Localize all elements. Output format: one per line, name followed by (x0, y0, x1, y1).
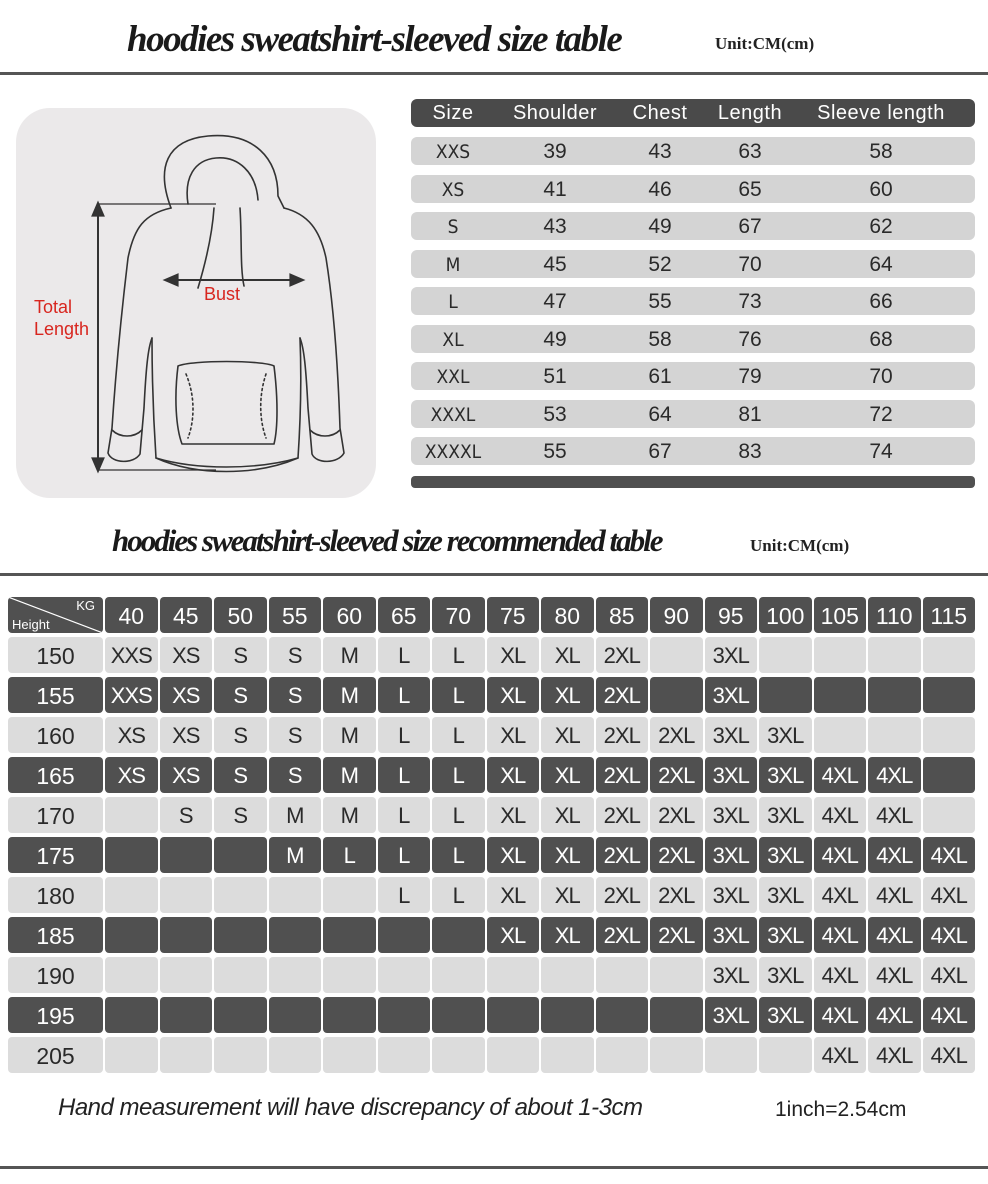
measurement-value: 66 (869, 290, 893, 313)
recommended-size-cell: XS (105, 717, 158, 753)
measurement-value: 41 (543, 177, 567, 201)
recommended-size-cell (105, 837, 158, 873)
recommended-size-cell: L (378, 677, 431, 713)
recommended-size-cell (868, 717, 921, 753)
measurement-note: Hand measurement will have discrepancy of about 1-3cm (58, 1094, 643, 1121)
recommended-size-cell (596, 1037, 649, 1073)
weight-header-cell: 85 (596, 597, 649, 633)
corner-kg-label: KG (76, 598, 95, 613)
size-row (411, 212, 975, 240)
measurement-value: 64 (648, 402, 672, 426)
height-label-cell: 170 (8, 797, 103, 833)
recommended-size-cell: 2XL (596, 877, 649, 913)
size-label: XXXL (430, 403, 476, 426)
recommended-size-cell: XXS (105, 637, 158, 673)
weight-header-cell: 50 (214, 597, 267, 633)
height-label-cell: 205 (8, 1037, 103, 1073)
recommended-size-cell: L (378, 797, 431, 833)
bust-label: Bust (204, 284, 241, 304)
recommended-table-unit: Unit:CM(cm) (750, 536, 850, 555)
recommended-size-cell (105, 917, 158, 953)
recommended-size-cell: M (269, 797, 322, 833)
recommended-size-cell: 2XL (596, 677, 649, 713)
measurement-value: 61 (648, 365, 672, 388)
size-row (411, 250, 975, 278)
recommended-size-cell (323, 997, 376, 1033)
recommended-size-cell: L (432, 757, 485, 793)
recommended-size-cell: L (432, 797, 485, 833)
recommended-size-cell (923, 677, 976, 713)
measurement-value: 70 (738, 252, 762, 276)
measurement-value: 43 (543, 215, 567, 238)
recommended-size-cell (596, 997, 649, 1033)
recommended-size-cell (487, 957, 540, 993)
recommended-size-cell: XS (160, 717, 213, 753)
recommended-size-cell (923, 757, 976, 793)
measurement-value: 45 (543, 252, 567, 276)
recommended-size-cell (105, 797, 158, 833)
size-table-footer-bar (411, 476, 975, 488)
measurement-value: 83 (738, 440, 762, 463)
recommended-size-cell (269, 917, 322, 953)
recommended-size-cell: 4XL (868, 957, 921, 993)
size-table-unit: Unit:CM(cm) (715, 34, 815, 53)
recommended-size-cell: L (378, 717, 431, 753)
col-sleeve-length: Sleeve length (817, 102, 945, 124)
recommended-size-cell: 4XL (868, 1037, 921, 1073)
measurement-value: 49 (543, 327, 567, 351)
measurement-value: 52 (648, 252, 672, 276)
recommended-size-cell: S (269, 717, 322, 753)
recommended-size-cell (105, 1037, 158, 1073)
measurement-value: 70 (869, 365, 893, 388)
recommended-size-cell: 3XL (759, 717, 812, 753)
weight-header-cell: 80 (541, 597, 594, 633)
recommended-size-cell: L (432, 717, 485, 753)
weight-header-cell: 55 (269, 597, 322, 633)
measurement-value: 76 (738, 327, 762, 351)
weight-header-cell: 40 (105, 597, 158, 633)
measurement-value: 62 (869, 215, 893, 238)
recommended-size-cell: 4XL (923, 997, 976, 1033)
recommended-size-cell: S (269, 677, 322, 713)
corner-height-label: Height (12, 617, 50, 632)
recommended-size-cell: XL (541, 757, 594, 793)
recommended-table-title: hoodies sweatshirt-sleeved size recommended table (112, 523, 662, 558)
recommended-size-cell: S (214, 717, 267, 753)
recommended-size-cell (214, 957, 267, 993)
recommended-size-cell: 3XL (759, 797, 812, 833)
middle-divider (0, 573, 988, 576)
recommended-size-cell: 4XL (868, 837, 921, 873)
recommended-size-cell: XL (541, 877, 594, 913)
measurement-value: 55 (543, 440, 567, 463)
recommended-size-cell (214, 917, 267, 953)
recommended-size-cell: XL (541, 717, 594, 753)
total-length-label-line2: Length (34, 319, 90, 339)
measurement-value: 53 (543, 402, 567, 426)
size-label: XXXXL (424, 441, 482, 463)
measurement-value: 55 (648, 290, 672, 313)
recommended-size-cell: L (323, 837, 376, 873)
recommended-size-cell: XL (487, 677, 540, 713)
height-kg-corner (8, 597, 103, 633)
recommended-size-cell: L (378, 637, 431, 673)
recommended-size-cell: 3XL (759, 877, 812, 913)
recommended-size-cell: L (378, 757, 431, 793)
col-size: Size (432, 102, 474, 124)
recommended-size-cell (596, 957, 649, 993)
recommended-size-cell (814, 717, 867, 753)
measurement-value: 63 (738, 140, 762, 163)
height-label-cell: 155 (8, 677, 103, 713)
recommended-size-cell: XL (487, 837, 540, 873)
recommended-size-cell (814, 677, 867, 713)
recommended-size-cell: 2XL (596, 637, 649, 673)
recommended-size-cell: 3XL (705, 757, 758, 793)
measurement-value: 65 (738, 177, 762, 201)
recommended-size-cell (650, 957, 703, 993)
recommended-size-cell (541, 957, 594, 993)
recommended-size-cell (323, 957, 376, 993)
measurement-value: 60 (869, 177, 893, 201)
recommended-size-cell (323, 1037, 376, 1073)
recommended-size-cell (432, 917, 485, 953)
recommended-size-cell: 4XL (814, 917, 867, 953)
recommended-size-cell (650, 997, 703, 1033)
measurement-value: 79 (738, 365, 762, 388)
recommended-size-cell: M (323, 797, 376, 833)
recommended-size-cell (541, 1037, 594, 1073)
recommended-size-cell: 3XL (705, 637, 758, 673)
height-label-cell: 175 (8, 837, 103, 873)
recommended-size-cell: M (269, 837, 322, 873)
height-label-cell: 165 (8, 757, 103, 793)
bottom-divider (0, 1166, 988, 1169)
measurement-value: 67 (648, 440, 672, 463)
recommended-size-cell (105, 997, 158, 1033)
recommended-size-cell: XL (487, 877, 540, 913)
recommended-size-cell (160, 917, 213, 953)
size-row (411, 362, 975, 390)
weight-header-cell: 105 (814, 597, 867, 633)
recommended-size-cell: S (269, 757, 322, 793)
recommended-size-cell: 3XL (759, 837, 812, 873)
total-length-label-line1: Total (34, 297, 73, 317)
measurement-value: 51 (543, 365, 567, 388)
recommended-size-cell: 4XL (814, 997, 867, 1033)
recommended-size-cell: 2XL (650, 717, 703, 753)
recommended-size-cell: 4XL (814, 837, 867, 873)
recommended-size-cell: XL (541, 637, 594, 673)
weight-header-cell: 110 (868, 597, 921, 633)
recommended-size-cell: XXS (105, 677, 158, 713)
recommended-size-cell: XL (487, 637, 540, 673)
measurement-value: 74 (869, 440, 893, 463)
recommended-size-cell: XL (487, 917, 540, 953)
recommended-size-cell (759, 637, 812, 673)
recommended-size-cell: XL (541, 677, 594, 713)
recommended-size-cell: L (432, 637, 485, 673)
recommended-size-cell: 4XL (868, 997, 921, 1033)
size-row (411, 175, 975, 203)
recommended-size-cell: 3XL (705, 717, 758, 753)
measurement-value: 58 (648, 327, 672, 351)
recommended-size-cell: S (160, 797, 213, 833)
recommended-size-cell: L (432, 877, 485, 913)
recommended-size-cell (378, 1037, 431, 1073)
recommended-size-cell: 2XL (596, 757, 649, 793)
recommended-size-cell (923, 797, 976, 833)
size-row (411, 437, 975, 465)
recommended-size-cell (269, 957, 322, 993)
recommended-size-cell (105, 957, 158, 993)
top-divider (0, 72, 988, 75)
measurement-value: 73 (738, 290, 762, 313)
recommended-size-cell: 3XL (705, 957, 758, 993)
size-table-title: hoodies sweatshirt-sleeved size table (127, 19, 622, 60)
recommended-size-cell (650, 637, 703, 673)
size-label: S (447, 216, 459, 238)
recommended-size-cell: 4XL (868, 917, 921, 953)
recommended-size-cell: M (323, 757, 376, 793)
weight-header-cell: 115 (923, 597, 976, 633)
recommended-size-cell: 3XL (705, 877, 758, 913)
recommended-size-cell: 4XL (923, 1037, 976, 1073)
recommended-size-cell: L (432, 677, 485, 713)
recommended-size-cell (432, 997, 485, 1033)
recommended-size-cell (269, 877, 322, 913)
recommended-size-cell: XS (105, 757, 158, 793)
recommended-size-cell: XL (487, 757, 540, 793)
measurement-value: 72 (869, 402, 893, 426)
recommended-size-cell: 3XL (705, 797, 758, 833)
size-row (411, 287, 975, 315)
recommended-size-cell: 4XL (814, 757, 867, 793)
recommended-size-cell: 2XL (650, 797, 703, 833)
recommended-size-cell: S (214, 797, 267, 833)
recommended-size-cell: S (214, 757, 267, 793)
recommended-size-cell (160, 957, 213, 993)
recommended-size-cell (269, 1037, 322, 1073)
recommended-size-cell (269, 997, 322, 1033)
weight-header-cell: 90 (650, 597, 703, 633)
size-row (411, 400, 975, 428)
recommended-size-cell (160, 877, 213, 913)
weight-header-cell: 100 (759, 597, 812, 633)
recommended-size-cell: 3XL (705, 677, 758, 713)
recommended-size-cell: XL (487, 717, 540, 753)
recommended-size-cell: 4XL (814, 957, 867, 993)
height-label-cell: 190 (8, 957, 103, 993)
recommended-size-cell: L (432, 837, 485, 873)
recommended-size-cell: 2XL (650, 917, 703, 953)
recommended-size-cell (214, 1037, 267, 1073)
recommended-size-cell (432, 957, 485, 993)
size-label: L (448, 291, 458, 313)
recommended-size-cell: S (214, 637, 267, 673)
recommended-size-cell (214, 997, 267, 1033)
size-label: XL (442, 328, 464, 351)
recommended-size-cell: 2XL (596, 717, 649, 753)
recommended-size-cell: 4XL (868, 877, 921, 913)
recommended-size-cell (160, 1037, 213, 1073)
recommended-size-cell: XS (160, 757, 213, 793)
weight-header-cell: 45 (160, 597, 213, 633)
recommended-size-cell: 4XL (923, 837, 976, 873)
recommended-size-cell: 3XL (705, 917, 758, 953)
height-label-cell: 180 (8, 877, 103, 913)
recommended-size-cell: 3XL (759, 917, 812, 953)
recommended-size-cell (650, 677, 703, 713)
recommended-size-cell (868, 677, 921, 713)
recommended-size-cell (214, 837, 267, 873)
weight-header-cell: 95 (705, 597, 758, 633)
height-label-cell: 185 (8, 917, 103, 953)
size-label: XXS (435, 141, 471, 163)
measurement-value: 64 (869, 252, 893, 276)
recommended-size-cell (323, 917, 376, 953)
recommended-size-cell (487, 1037, 540, 1073)
recommended-size-cell: M (323, 717, 376, 753)
recommended-size-cell: 4XL (868, 757, 921, 793)
recommended-size-cell (432, 1037, 485, 1073)
size-row (411, 137, 975, 165)
recommended-size-cell (487, 997, 540, 1033)
recommended-size-cell: XS (160, 637, 213, 673)
size-row (411, 325, 975, 353)
recommended-size-cell (214, 877, 267, 913)
weight-header-cell: 60 (323, 597, 376, 633)
size-label: M (445, 253, 461, 276)
recommended-size-cell: 3XL (705, 837, 758, 873)
recommended-size-cell: M (323, 637, 376, 673)
recommended-size-cell: 2XL (596, 837, 649, 873)
recommended-size-cell: 4XL (814, 877, 867, 913)
recommended-size-cell: M (323, 677, 376, 713)
measurement-value: 58 (869, 140, 893, 163)
weight-header-cell: 70 (432, 597, 485, 633)
recommended-size-cell: XL (541, 917, 594, 953)
col-length: Length (717, 102, 783, 124)
measurement-value: 49 (648, 215, 672, 238)
recommended-size-cell: 3XL (759, 997, 812, 1033)
size-label: XS (441, 178, 465, 201)
measurement-value: 39 (543, 140, 567, 163)
measurement-value: 43 (648, 140, 672, 163)
recommended-size-cell (378, 917, 431, 953)
recommended-size-cell (541, 997, 594, 1033)
recommended-size-cell (650, 1037, 703, 1073)
recommended-size-cell (105, 877, 158, 913)
measurement-value: 47 (543, 290, 567, 313)
recommended-size-cell: 2XL (650, 837, 703, 873)
recommended-size-cell (705, 1037, 758, 1073)
recommended-size-cell: XL (541, 797, 594, 833)
recommended-size-cell (923, 717, 976, 753)
recommended-size-cell: 3XL (759, 957, 812, 993)
recommended-size-cell: 2XL (650, 757, 703, 793)
recommended-size-cell: S (214, 677, 267, 713)
recommended-size-cell (160, 997, 213, 1033)
measurement-value: 46 (648, 177, 672, 201)
recommended-size-cell (160, 837, 213, 873)
recommended-size-cell: XS (160, 677, 213, 713)
measurement-value: 68 (869, 327, 893, 351)
height-label-cell: 195 (8, 997, 103, 1033)
measurement-value: 67 (738, 215, 762, 238)
recommended-size-cell (923, 637, 976, 673)
recommended-size-cell: 2XL (596, 917, 649, 953)
recommended-size-cell (814, 637, 867, 673)
recommended-size-cell: 4XL (814, 797, 867, 833)
weight-header-cell: 65 (378, 597, 431, 633)
recommended-size-cell: 4XL (923, 917, 976, 953)
recommended-size-cell (759, 1037, 812, 1073)
recommended-size-cell: L (378, 877, 431, 913)
recommended-size-cell (323, 877, 376, 913)
recommended-size-cell: XL (541, 837, 594, 873)
recommended-size-cell: 2XL (596, 797, 649, 833)
recommended-size-cell: 3XL (705, 997, 758, 1033)
recommended-size-cell: 4XL (923, 877, 976, 913)
height-label-cell: 150 (8, 637, 103, 673)
size-label: XXL (436, 366, 470, 388)
recommended-size-cell: L (378, 837, 431, 873)
recommended-size-cell: 4XL (868, 797, 921, 833)
col-shoulder: Shoulder (512, 102, 598, 124)
weight-header-cell: 75 (487, 597, 540, 633)
inch-conversion: 1inch=2.54cm (775, 1098, 907, 1121)
recommended-size-cell: S (269, 637, 322, 673)
recommended-size-cell (868, 637, 921, 673)
size-table-header (411, 99, 975, 127)
recommended-size-cell: 3XL (759, 757, 812, 793)
recommended-size-cell: 4XL (814, 1037, 867, 1073)
recommended-size-cell: 2XL (650, 877, 703, 913)
hoodie-illustration (16, 108, 376, 498)
recommended-size-cell (759, 677, 812, 713)
recommended-size-cell: 4XL (923, 957, 976, 993)
recommended-size-cell (378, 997, 431, 1033)
recommended-size-cell: XL (487, 797, 540, 833)
recommended-size-cell (378, 957, 431, 993)
col-chest: Chest (632, 102, 688, 124)
measurement-value: 81 (738, 402, 762, 426)
height-label-cell: 160 (8, 717, 103, 753)
